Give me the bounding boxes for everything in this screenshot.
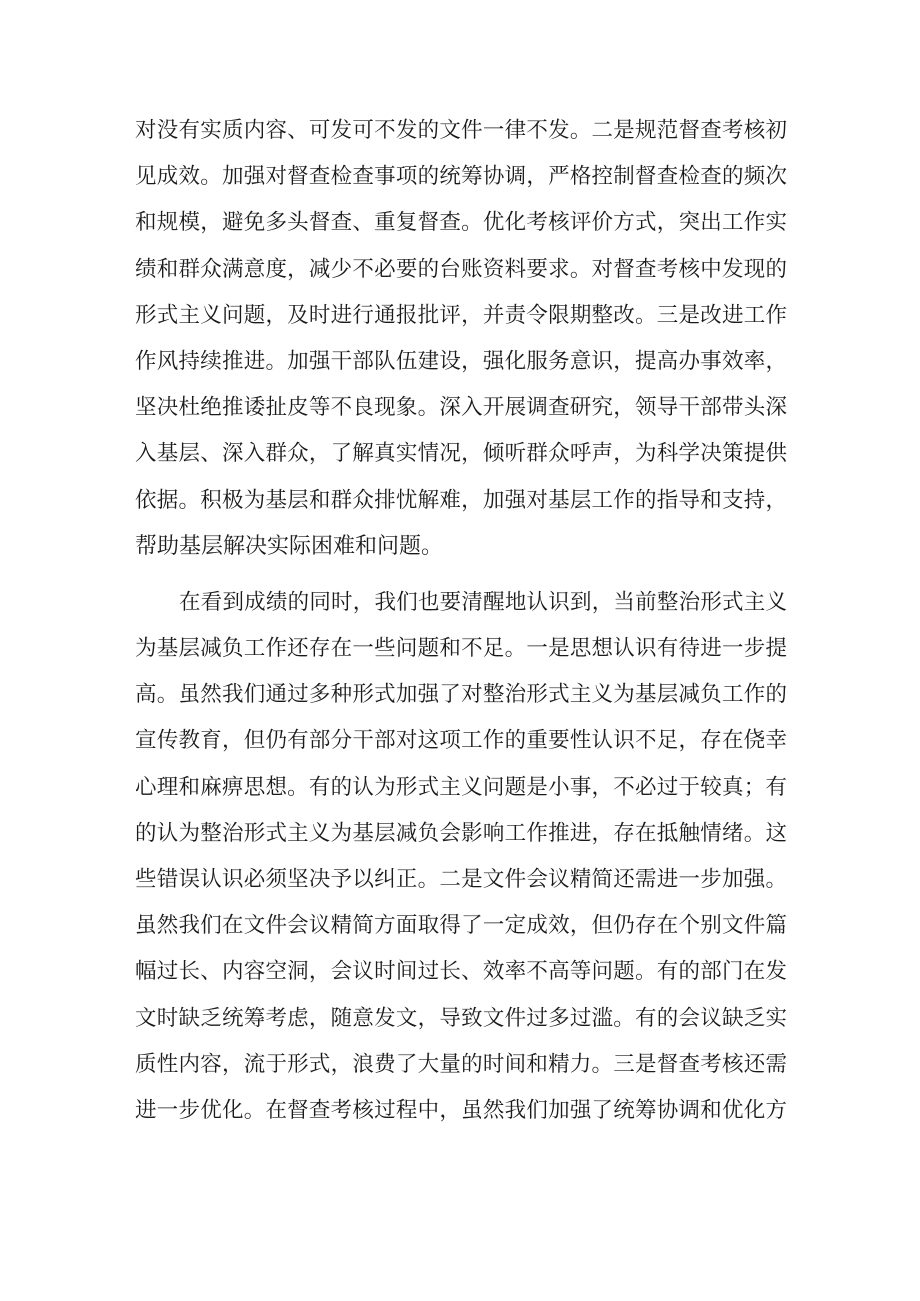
paragraph-line: 虽然我们在文件会议精简方面取得了一定成效，但仍存在个别文件篇 bbox=[135, 913, 787, 939]
paragraph-line: 些错误认识必须坚决予以纠正。二是文件会议精简还需进一步加强。 bbox=[135, 867, 787, 892]
paragraph-line: 作风持续推进。加强干部队伍建设，强化服务意识，提高办事效率， bbox=[135, 348, 787, 374]
paragraph-line: 坚决杜绝推诿扯皮等不良现象。深入开展调查研究，领导干部带头深 bbox=[135, 395, 787, 421]
paragraph-line: 高。虽然我们通过多种形式加强了对整治形式主义为基层减负工作的 bbox=[135, 682, 787, 708]
paragraph-line: 依据。积极为基层和群众排忧解难，加强对基层工作的指导和支持， bbox=[135, 487, 787, 513]
paragraph-line: 宣传教育，但仍有部分干部对这项工作的重要性认识不足，存在侥幸 bbox=[135, 728, 787, 754]
paragraph-line: 在看到成绩的同时，我们也要清醒地认识到，当前整治形式主义 bbox=[179, 589, 787, 615]
paragraph-line: 质性内容，流于形式，浪费了大量的时间和精力。三是督查考核还需 bbox=[135, 1051, 787, 1077]
paragraph-line: 和规模，避免多头督查、重复督查。优化考核评价方式，突出工作实 bbox=[135, 210, 787, 236]
paragraph-line: 绩和群众满意度，减少不必要的台账资料要求。对督查考核中发现的 bbox=[135, 256, 787, 282]
document-body bbox=[135, 108, 787, 1134]
paragraph-line: 为基层减负工作还存在一些问题和不足。一是思想认识有待进一步提 bbox=[135, 636, 787, 662]
paragraph-2 bbox=[135, 580, 787, 1134]
paragraph-line: 入基层、深入群众，了解真实情况，倾听群众呼声，为科学决策提供 bbox=[135, 441, 787, 467]
paragraph-gap bbox=[135, 570, 787, 580]
paragraph-line: 见成效。加强对督查检查事项的统筹协调，严格控制督查检查的频次 bbox=[135, 164, 787, 190]
paragraph-line: 对没有实质内容、可发可不发的文件一律不发。二是规范督查考核初 bbox=[135, 118, 787, 143]
paragraph-line: 形式主义问题，及时进行通报批评，并责令限期整改。三是改进工作 bbox=[135, 302, 787, 328]
paragraph-line: 幅过长、内容空洞，会议时间过长、效率不高等问题。有的部门在发 bbox=[135, 959, 787, 985]
paragraph-line: 的认为整治形式主义为基层减负会影响工作推进，存在抵触情绪。这 bbox=[135, 820, 787, 846]
paragraph-1 bbox=[135, 108, 787, 570]
paragraph-line: 文时缺乏统筹考虑，随意发文，导致文件过多过滥。有的会议缺乏实 bbox=[135, 1005, 787, 1031]
paragraph-line: 心理和麻痹思想。有的认为形式主义问题是小事，不必过于较真；有 bbox=[135, 774, 787, 800]
paragraph-line: 帮助基层解决实际困难和问题。 bbox=[135, 533, 444, 559]
paragraph-line: 进一步优化。在督查考核过程中，虽然我们加强了统筹协调和优化方 bbox=[135, 1097, 787, 1123]
